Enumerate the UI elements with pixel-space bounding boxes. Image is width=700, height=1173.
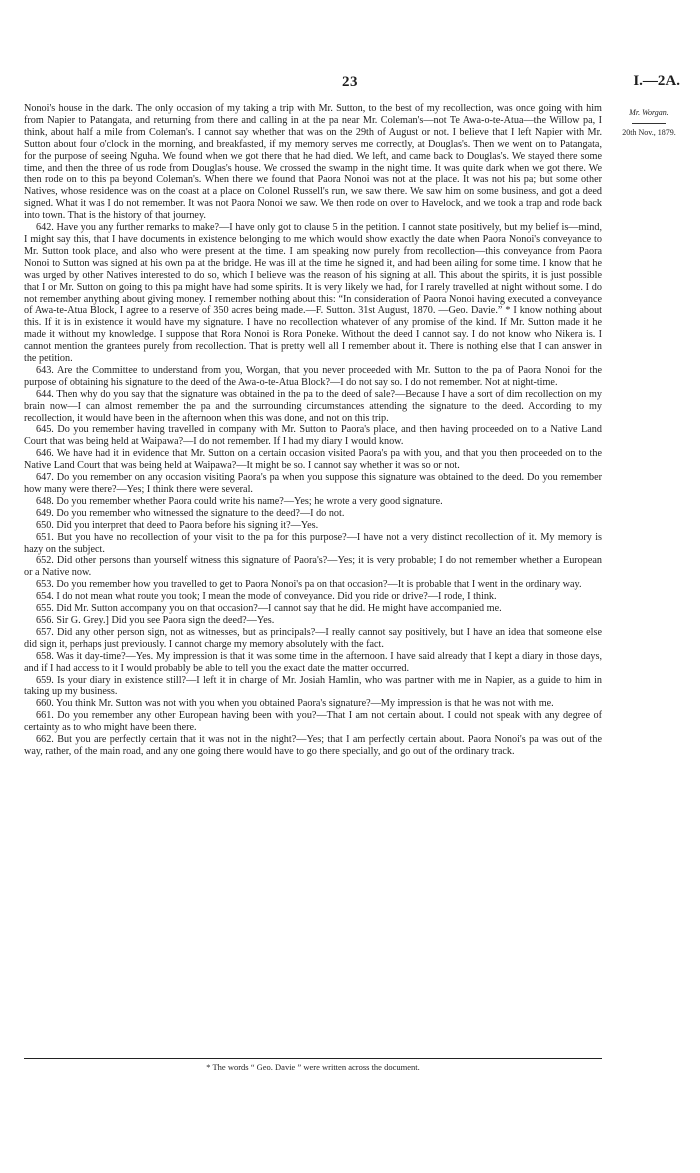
question-647: 647. Do you remember on any occasion visiting Paora's pa when you suppose this signature was obtained to the deed. Do you remember how many were there?—Yes; I think there were several. [24, 472, 602, 495]
question-649: 649. Do you remember who witnessed the signature to the deed?—I do not. [36, 507, 345, 519]
question-658: 658. Was it day-time?—Yes. My impression is that it was some time in the afternoon. I have said already that I kept a diary in those days, and if I had access to it I would probably be able to tell you the exact date the matter occurred. [24, 650, 602, 674]
question-642: 642. Have you any further remarks to make?—I have only got to clause 5 in the petition. I cannot state positively, but my belief is—mind, I might say this, that I have documents in existence belonging to me which would show exactly the date when Paora Nonoi's conveyance to Mr. Sutton took place, and also who were present at the time. I am speaking now purely from recollection—this conveyance from Paora Nonoi to Sutton was signed at his own pa at the bridge. He was ill at the time he signed it, and had been ailing for some time. I know that he was urged by other Natives interested to do so, which I believe was the reason of his signing at all. This about the spirits, it is just possible that I or Mr. Sutton on going to this pa might have had some spirits. It is very likely we had, for I rarely travelled at night without some. I do not remember anything about giving money. I remember nothing about this: “In consideration of Paora Nonoi having executed a conveyance of Awa-te-Atua Block, I agree to a reserve of 350 acres being made.—F. Sutton. 31st August, 1870. —Geo. Davie.” * I know nothing about this. If it is in existence it would have my signature. I have no recollection whatever of any promise of the kind. If Mr. Sutton made it he made it without my knowledge. I suppose that Rora Nonoi is Rora Poneke. Without the deed I cannot say. I do not know who Nikera is. I cannot mention the grantees purely from recollection. That is pretty well all I remember about it. There is nothing else that I can answer in the petition. [24, 222, 602, 365]
question-653: 653. Do you remember how you travelled to get to Paora Nonoi's pa on that occasion?—It is probable that I went in the ordinary way. [36, 579, 582, 591]
question-651: 651. But you have no recollection of your visit to the pa for this purpose?—I have not a very distinct recollection of it. My memory is hazy on the subject. [24, 531, 602, 555]
question-654: 654. I do not mean what route you took; I mean the mode of conveyance. Did you ride or drive?—I rode, I think. [36, 591, 497, 603]
margin-divider [632, 123, 666, 124]
question-650: 650. Did you interpret that deed to Paora before his signing it?—Yes. [36, 519, 319, 531]
paragraph-continued: Nonoi's house in the dark. The only occasion of my taking a trip with Mr. Sutton, to the best of my recollection, was once going with him from Napier to Patangata, and returning from there and calling in at the pa near Mr. Coleman's—not Te Awa-o-te-Atua—the Willow pa, I think, about half a mile from Coleman's. I cannot say whether that was on the 29th of August or not. I believe that I left Napier with Mr. Sutton about four o'clock in the morning, and breakfasted, if my memory serves me correctly, at Douglas's. Then we went on to Patangata, for the purpose of seeing Nguha. We found when we got there that he had died. We left, and came back to Douglas's. We stayed there some time, and then the three of us rode from Douglas's house. We crossed the swamp in the night time. It was quite dark when we got there. We then rode on to this pa beyond Coleman's. When there we found that Paora Nonoi was not at the place. It was not his pa; but some other Natives, whose residence was on the coast at a place on Colonel Russell's run, we saw there. We saw him on some business, and got a deed signed. What it was I do not remember. It was not Paora Nonoi we saw. We then rode on over to Havelock, and we took a trap and rode back into town. That is the history of that journey. [24, 103, 602, 222]
question-646: 646. We have had it in evidence that Mr. Sutton on a certain occasion visited Paora's pa with you, and that you then proceeded on to the Native Land Court that was being held at Waipawa?—It might be so. I cannot say whether it was so or not. [24, 448, 602, 472]
document-reference: I.—2A. [633, 73, 680, 89]
question-661: 661. Do you remember any other European having been with you?—That I am not certain about. I could not speak with any degree of certainty as to who might have been there. [24, 710, 602, 734]
question-659: 659. Is your diary in existence still?—I left it in charge of Mr. Josiah Hamlin, who was partner with me in Napier, as a guide to him in taking up my business. [24, 674, 602, 698]
question-645: 645. Do you remember having travelled in company with Mr. Sutton to Paora's place, and then having proceeded on to a Native Land Court that was being held at Waipawa?—I do not remember. If I had my diary I would know. [24, 424, 602, 448]
question-662: 662. But you are perfectly certain that it was not in the night?—Yes; that I am perfectly certain about. Paora Nonoi's pa was out of the way, rather, of the main road, and any one going there would have to go there specially, and go out of the ordinary track. [24, 734, 602, 757]
question-652: 652. Did other persons than yourself witness this signature of Paora's?—Yes; it is very probable; I do not remember whether a European or a Native now. [24, 555, 602, 579]
question-655: 655. Did Mr. Sutton accompany you on that occasion?—I cannot say that he did. He might have accompanied me. [36, 603, 502, 615]
margin-speaker-note: Mr. Worgan. [629, 108, 669, 117]
question-660: 660. You think Mr. Sutton was not with you when you obtained Paora's signature?—My impression is that he was not with me. [36, 698, 554, 710]
margin-date-note: 20th Nov., 1879. [622, 128, 676, 137]
footnote: * The words “ Geo. Davie ” were written across the document. [206, 1062, 420, 1072]
footnote-divider [24, 1058, 602, 1059]
question-656: 656. Sir G. Grey.] Did you see Paora sign the deed?—Yes. [36, 614, 275, 626]
page-number: 23 [342, 74, 358, 90]
evidence-text [24, 103, 602, 758]
question-643: 643. Are the Committee to understand from you, Worgan, that you never proceeded with Mr. Sutton to the pa of Paora Nonoi for the purpose of obtaining his signature to the deed of the Awa-o-te-Atua Block?—I do not say so. I do not remember. Not at night-time. [24, 364, 602, 388]
question-644: 644. Then why do you say that the signature was obtained in the pa to the deed of sale?—Because I have a sort of dim recollection on my brain now—I can almost remember the pa and the surrounding circumstances attending the signature to the deed. According to my recollection, it would have been in the afternoon when this was done, and not on this trip. [24, 388, 602, 424]
question-657: 657. Did any other person sign, not as witnesses, but as principals?—I really cannot say positively, but I have an idea that someone else did sign it, perhaps just previously. I cannot charge my memory absolutely with the fact. [24, 626, 602, 650]
question-648: 648. Do you remember whether Paora could write his name?—Yes; he wrote a very good signature. [36, 495, 443, 507]
